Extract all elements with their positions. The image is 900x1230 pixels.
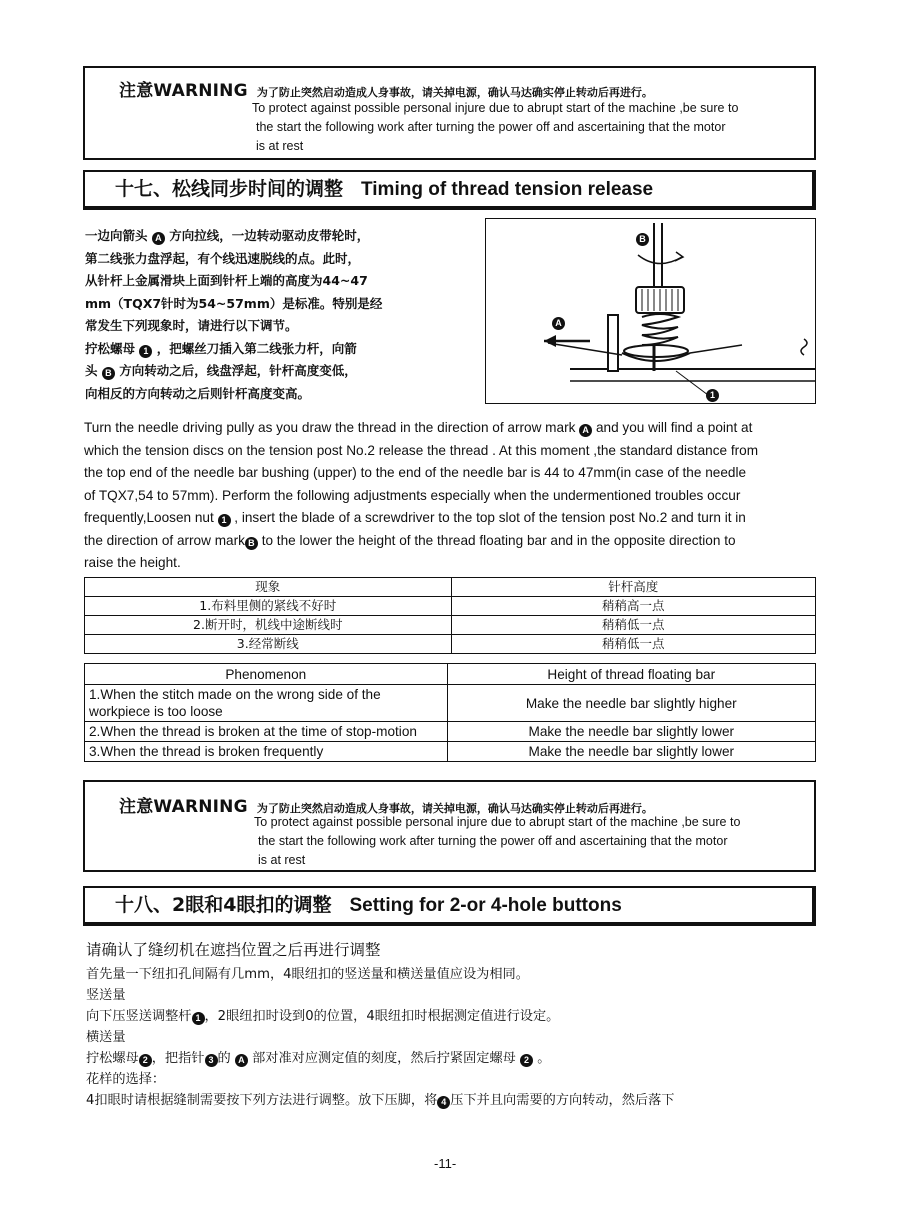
circled-marker-icon: 3 — [205, 1054, 218, 1067]
en-paragraph-text: the direction of arrow mark — [84, 532, 245, 548]
en-paragraph-text: to the lower the height of the thread floating bar and in the opposite direction to — [257, 532, 736, 548]
section-18-title-en: Setting for 2-or 4-hole buttons — [349, 895, 622, 916]
cn-paragraph-line — [85, 270, 465, 293]
table-cell: 3.经常断线 — [85, 635, 452, 654]
phenomenon-table-cn — [84, 577, 816, 654]
table-row — [85, 616, 816, 635]
circled-marker-icon: 2 — [520, 1054, 533, 1067]
section-18-line — [86, 985, 816, 1006]
cn-paragraph-line — [85, 360, 465, 383]
cn-paragraph-line — [85, 338, 465, 361]
table-cell: Make the needle bar slightly lower — [447, 722, 815, 742]
section-18-title — [83, 886, 816, 926]
section-18-text: ，把指针 — [151, 1051, 205, 1066]
phenomenon-table-en — [84, 663, 816, 762]
table-header-cell: Phenomenon — [85, 664, 448, 685]
circled-marker-icon: 4 — [437, 1096, 450, 1109]
section-18-line — [86, 1006, 816, 1027]
warning-box-top — [83, 66, 816, 160]
section-18-text: ，2眼纽扣时设到0的位置，4眼纽扣时根据测定值进行设定。 — [204, 1009, 560, 1024]
circled-marker-icon: 1 — [139, 345, 152, 358]
en-paragraph-line — [84, 507, 824, 530]
cn-paragraph-line — [85, 315, 465, 338]
warning-en-line: the start the following work after turning the power off and ascertaining that the motor — [256, 120, 726, 134]
tension-post-drawing — [486, 219, 817, 405]
circled-marker-icon: A — [152, 232, 165, 245]
section-18-text: 向下压竖送调整杆 — [86, 1009, 192, 1024]
en-paragraph-text: , insert the blade of a screwdriver to the top slot of the tension post No.2 and turn it in — [230, 510, 746, 525]
section-18-text: 。 — [533, 1051, 551, 1066]
table-header-cell: 针杆高度 — [451, 578, 816, 597]
cn-paragraph-text: 从针杆上金属滑块上面到针杆上端的高度为44~47 — [85, 273, 368, 288]
en-paragraph-line — [84, 440, 824, 463]
section-18-intro: 请确认了缝纫机在遮挡位置之后再进行调整 — [86, 941, 381, 959]
label-a-icon: A — [552, 317, 565, 330]
table-cell: 2.When the thread is broken at the time of stop-motion — [85, 722, 448, 742]
table-cell: 3.When the thread is broken frequently — [85, 742, 448, 762]
table-row — [85, 685, 816, 722]
circled-marker-icon: A — [579, 424, 592, 437]
cn-paragraph-text: 方向拉线，一边转动驱动皮带轮时， — [164, 228, 370, 243]
section-18-text: 竖送量 — [86, 988, 126, 1003]
cn-paragraph-text: 拧松螺母 — [85, 340, 140, 356]
cn-paragraph-line — [85, 293, 465, 316]
warning-en-text — [252, 99, 738, 156]
section-17-cn-paragraph — [85, 225, 465, 405]
cn-paragraph-text: 方向转动之后，线盘浮起，针杆高度变低， — [114, 363, 357, 378]
en-paragraph-text: of TQX7,54 to 57mm). Perform the following adjustments especially when the undermentioned troubles occur — [84, 487, 741, 503]
circled-marker-icon: B — [102, 367, 115, 380]
circled-marker-icon: B — [245, 537, 258, 550]
section-18-line — [86, 1048, 816, 1069]
section-17-title-cn: 十七、松线同步时间的调整 — [115, 178, 344, 200]
en-paragraph-line — [84, 462, 824, 485]
en-paragraph-line — [84, 552, 824, 575]
label-b-icon: B — [636, 233, 649, 246]
section-18-text: 首先量一下纽扣孔间隔有几mm，4眼纽扣的竖送量和横送量值应设为相同。 — [86, 967, 529, 982]
section-18-text: 4扣眼时请根据缝制需要按下列方法进行调整。放下压脚，将 — [86, 1093, 438, 1108]
tension-post-figure — [485, 218, 816, 404]
cn-paragraph-text: 向相反的方向转动之后则针杆高度变高。 — [85, 385, 311, 401]
en-paragraph-line — [84, 417, 824, 440]
table-cell: 2.断开时，机线中途断线时 — [85, 616, 452, 635]
section-17-title-en: Timing of thread tension release — [361, 179, 654, 200]
table-row — [85, 722, 816, 742]
en-paragraph-line — [84, 485, 824, 508]
warning-en-line: is at rest — [256, 139, 304, 153]
section-18-text: 横送量 — [86, 1030, 126, 1045]
warning-en-line: To protect against possible personal injure due to abrupt start of the machine ,be sure to — [254, 815, 741, 829]
en-paragraph-text: frequently,Loosen nut — [84, 510, 218, 525]
cn-paragraph-text: 头 — [85, 363, 102, 378]
table-row — [85, 742, 816, 762]
section-18-text: 花样的选择： — [86, 1072, 166, 1087]
table-cell: 1.布料里侧的紧线不好时 — [85, 597, 452, 616]
table-cell: 稍稍低一点 — [451, 635, 816, 654]
table-cell: Make the needle bar slightly lower — [447, 742, 815, 762]
table-header-cell: 现象 — [85, 578, 452, 597]
warning-label: 注意WARNING — [119, 797, 248, 817]
cn-paragraph-text: 常发生下列现象时，请进行以下调节。 — [85, 318, 298, 333]
en-paragraph-text: Turn the needle driving pully as you draw the thread in the direction of arrow mark — [84, 420, 580, 435]
warning-cn-text: 为了防止突然启动造成人身事故，请关掉电源，确认马达确实停止转动后再进行。 — [256, 86, 653, 99]
en-paragraph-text: which the tension discs on the tension post No.2 release the thread . At this moment ,the standard distance from — [84, 442, 759, 458]
table-cell: 稍稍高一点 — [451, 597, 816, 616]
warning-cn-text: 为了防止突然启动造成人身事故，请关掉电源，确认马达确实停止转动后再进行。 — [256, 802, 653, 815]
table-cell: 1.When the stitch made on the wrong side of the workpiece is too loose — [85, 685, 448, 722]
section-17-title — [83, 170, 816, 210]
section-18-title-cn: 十八、2眼和4眼扣的调整 — [115, 894, 332, 916]
cn-paragraph-text: 第二线张力盘浮起，有个线迅速脱线的点。此时， — [85, 250, 361, 266]
table-cell: Make the needle bar slightly higher — [447, 685, 815, 722]
section-18-line — [86, 1069, 816, 1090]
section-18-text: 的 — [217, 1051, 235, 1066]
warning-en-line: To protect against possible personal injure due to abrupt start of the machine ,be sure to — [252, 101, 739, 115]
section-18-text: 压下并且向需要的方向转动，然后落下 — [450, 1093, 675, 1108]
label-1-icon: 1 — [706, 389, 719, 402]
table-row — [85, 597, 816, 616]
circled-marker-icon: 1 — [218, 514, 231, 527]
cn-paragraph-line — [85, 248, 465, 271]
section-18-text: 部对准对应测定值的刻度，然后拧紧固定螺母 — [247, 1051, 521, 1066]
cn-paragraph-line — [85, 225, 465, 248]
page-number: -11- — [434, 1156, 457, 1171]
cn-paragraph-line — [85, 383, 465, 406]
table-header-row — [85, 578, 816, 597]
cn-paragraph-text: mm（TQX7针时为54~57mm）是标准。特别是经 — [85, 295, 383, 311]
warning-en-line: is at rest — [258, 853, 306, 867]
warning-en-line: the start the following work after turning the power off and ascertaining that the motor — [258, 834, 728, 848]
en-paragraph-text: and you will find a point at — [592, 420, 753, 435]
en-paragraph-text: the top end of the needle bar bushing (upper) to the end of the needle bar is 44 to 47mm(in case of the needle — [84, 465, 747, 480]
cn-paragraph-text: 一边向箭头 — [85, 228, 152, 243]
table-cell: 稍稍低一点 — [451, 616, 816, 635]
table-row — [85, 635, 816, 654]
section-18-line — [86, 964, 816, 985]
warning-label: 注意WARNING — [119, 81, 248, 101]
section-18-line — [86, 1027, 816, 1048]
circled-marker-icon: 2 — [139, 1054, 152, 1067]
section-18-line — [86, 1090, 816, 1111]
section-18-body — [86, 964, 816, 1111]
warning-heading-line — [119, 76, 653, 101]
circled-marker-icon: A — [235, 1054, 248, 1067]
warning-en-text — [254, 813, 740, 870]
en-paragraph-line — [84, 530, 824, 553]
en-paragraph-text: raise the height. — [84, 555, 181, 570]
cn-paragraph-text: ，把螺丝刀插入第二线张力杆，向箭 — [152, 340, 357, 356]
circled-marker-icon: 1 — [192, 1012, 205, 1025]
warning-box-bottom — [83, 780, 816, 872]
section-17-en-paragraph — [84, 417, 824, 575]
section-18-text: 拧松螺母 — [86, 1051, 139, 1066]
table-header-row — [85, 664, 816, 685]
table-header-cell: Height of thread floating bar — [447, 664, 815, 685]
